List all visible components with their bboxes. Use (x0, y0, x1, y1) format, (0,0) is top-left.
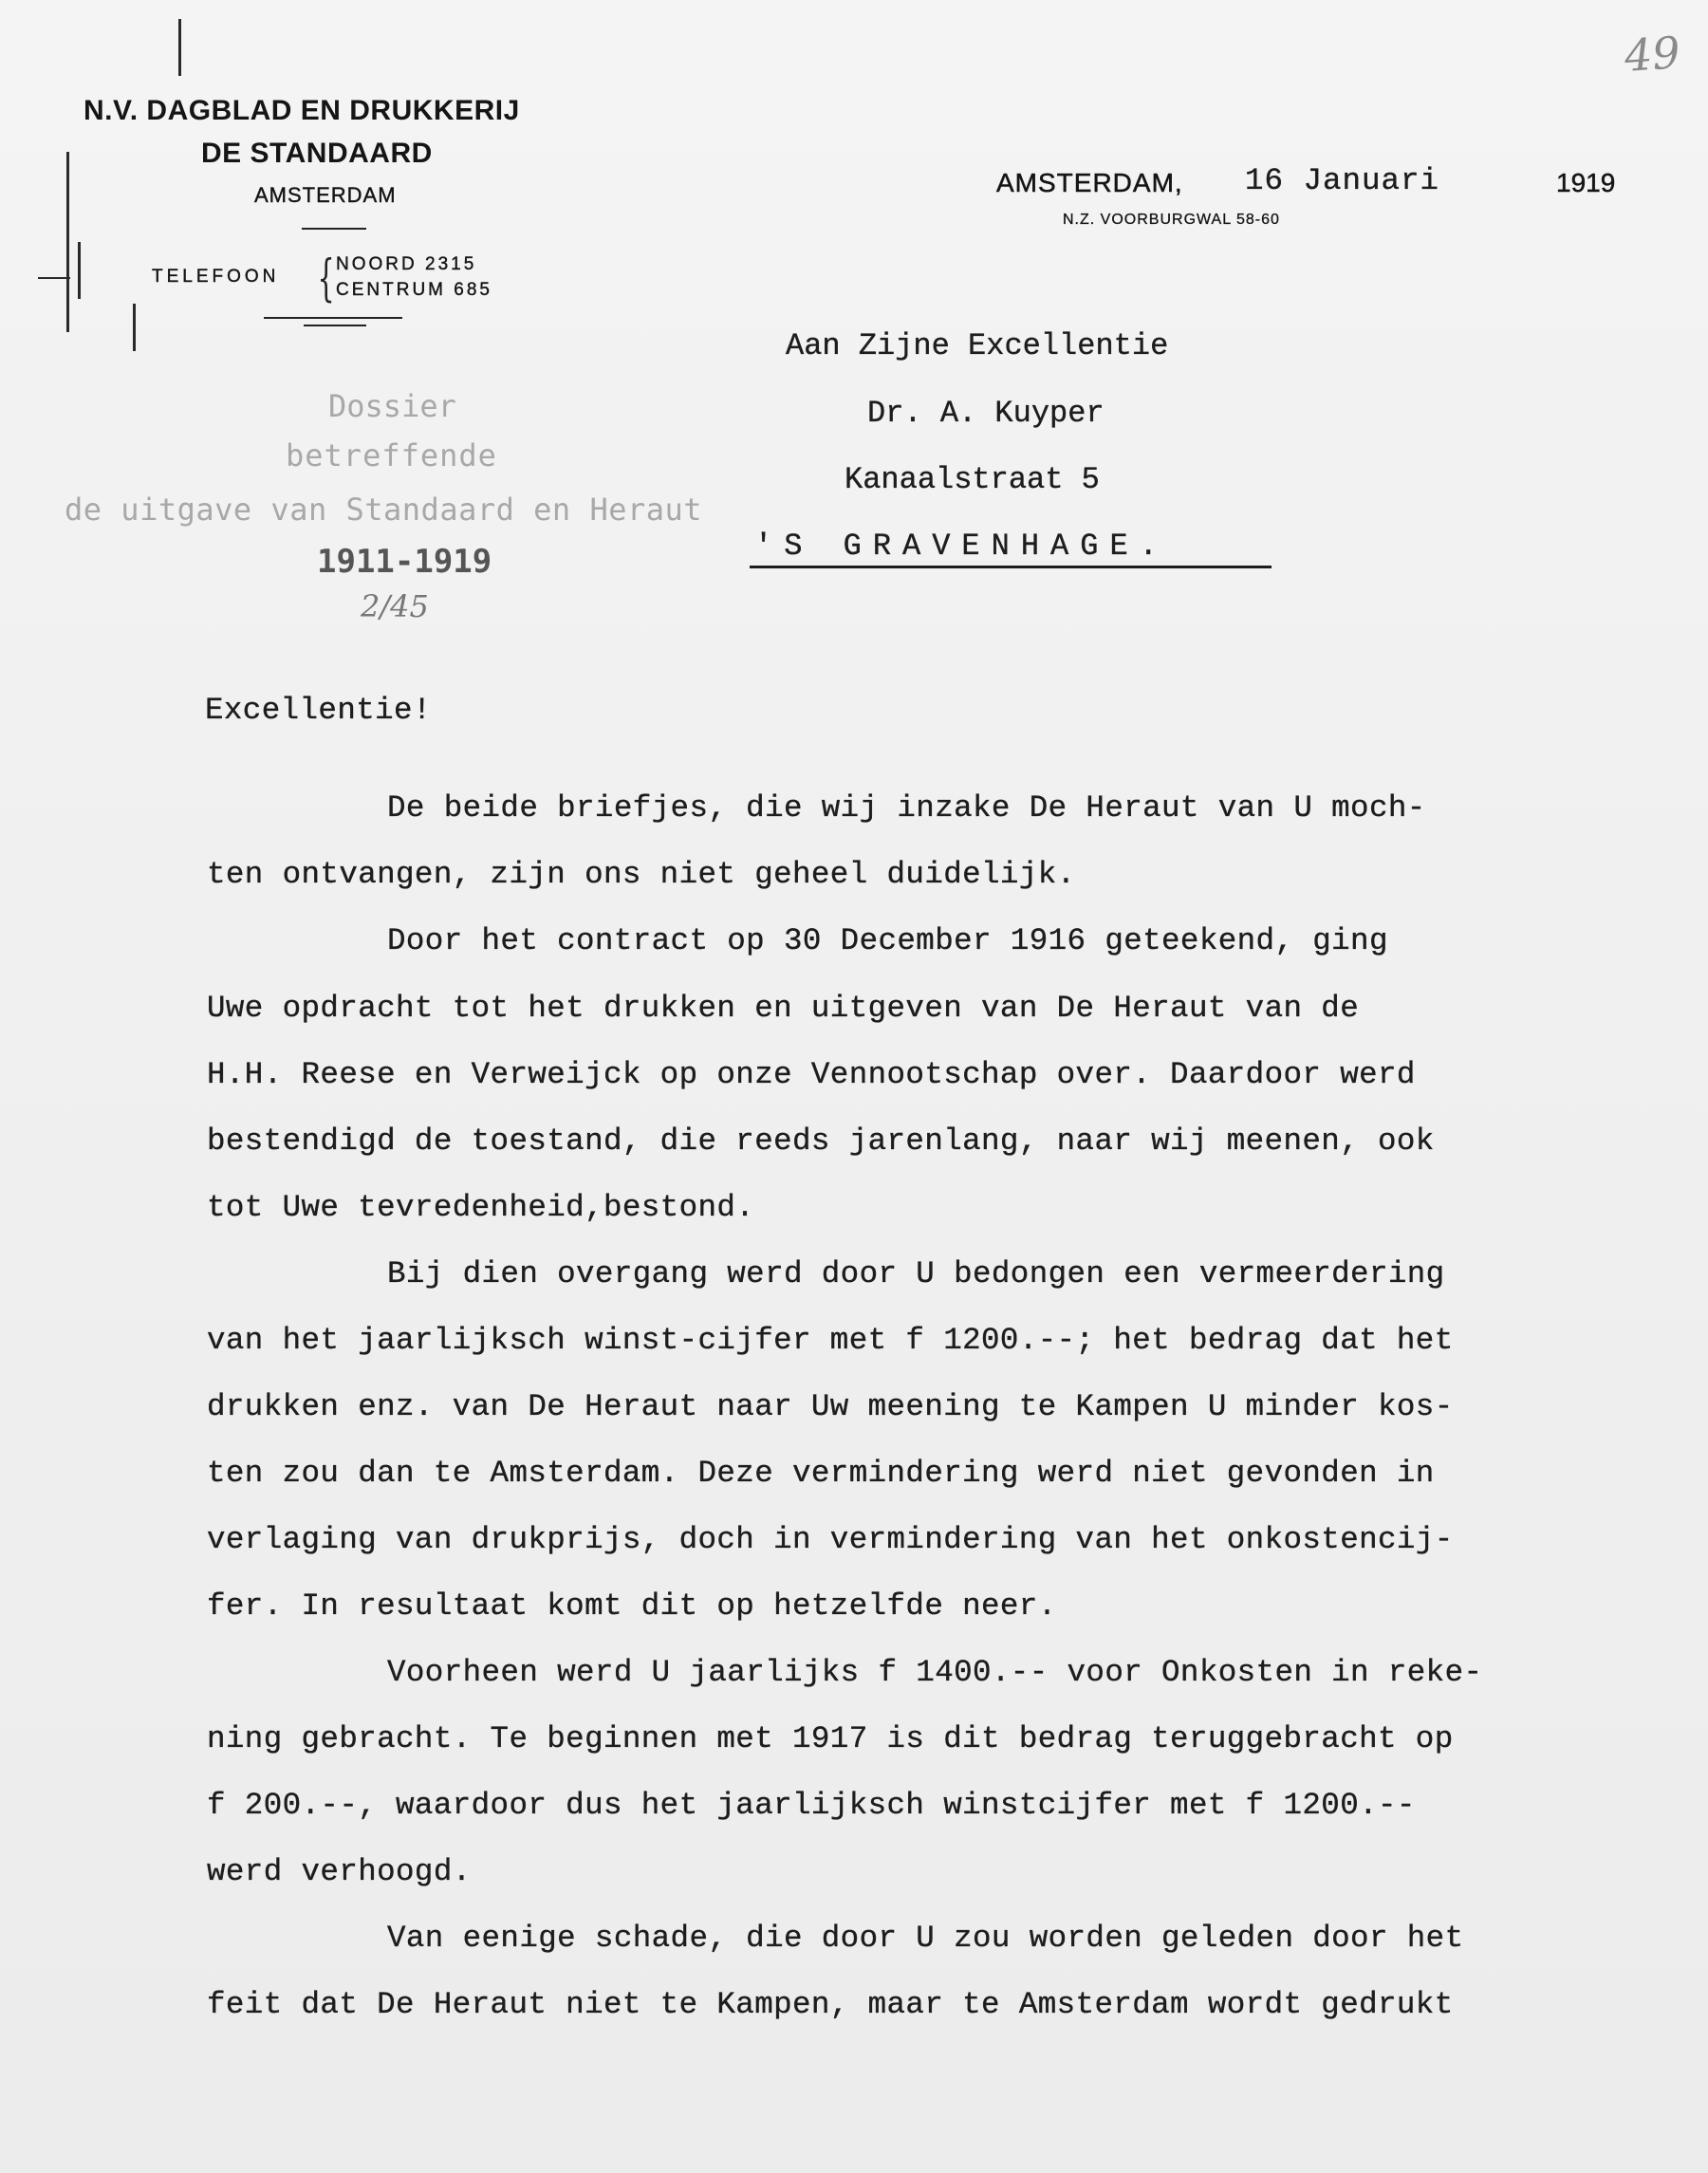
binding-mark (66, 152, 69, 332)
letterhead-divider (264, 317, 402, 319)
body-line: Uwe opdracht tot het drukken en uitgeven van De Heraut van de (207, 991, 1360, 1026)
body-line: verlaging van drukprijs, doch in vermindering van het onkostencij- (207, 1522, 1454, 1557)
body-line: Van eenige schade, die door U zou worden geleden door het (387, 1921, 1464, 1956)
telefoon-label: TELEFOON (152, 267, 280, 287)
body-line: De beide briefjes, die wij inzake De Heraut van U moch- (387, 790, 1426, 826)
body-line: ten zou dan te Amsterdam. Deze vermindering werd niet gevonden in (207, 1456, 1435, 1491)
recipient-line: Dr. A. Kuyper (867, 396, 1105, 431)
binding-mark (38, 277, 70, 279)
recipient-line: Kanaalstraat 5 (845, 462, 1100, 497)
letter-year: 1919 (1556, 168, 1616, 197)
stamp-handwritten-number: 2/45 (361, 588, 429, 624)
stamp-line: betreffende (286, 437, 497, 474)
binding-mark (78, 242, 81, 299)
salutation: Excellentie! (205, 693, 432, 728)
stamp-line: Dossier (328, 388, 456, 424)
brace-icon: { (317, 251, 335, 307)
letterhead-divider (304, 325, 366, 326)
binding-mark (178, 19, 181, 76)
body-line: ning gebracht. Te beginnen met 1917 is dit bedrag teruggebracht op (207, 1721, 1454, 1756)
stamp-years: 1911-1919 (317, 543, 492, 581)
binding-mark (133, 304, 136, 351)
body-line: Door het contract op 30 December 1916 geteekend, ging (387, 923, 1388, 958)
company-name: N.V. DAGBLAD EN DRUKKERIJ (84, 95, 520, 126)
body-line: f 200.--, waardoor dus het jaarlijksch winstcijfer met f 1200.-- (207, 1788, 1416, 1823)
letterhead-divider (302, 228, 366, 230)
company-name-2: DE STANDAARD (201, 138, 433, 169)
body-line: fer. In resultaat komt dit op hetzelfde neer. (207, 1588, 1057, 1624)
letterhead-place: AMSTERDAM, (996, 168, 1183, 197)
recipient-underline (750, 566, 1272, 568)
body-line: ten ontvangen, zijn ons niet geheel duidelijk. (207, 857, 1076, 892)
page-number: 49 (1623, 27, 1682, 82)
body-line: van het jaarlijksch winst-cijfer met f 1200.--; het bedrag dat het (207, 1323, 1454, 1358)
body-line: Bij dien overgang werd door U bedongen een vermeerdering (387, 1256, 1445, 1291)
body-line: feit dat De Heraut niet te Kampen, maar te Amsterdam wordt gedrukt (207, 1987, 1454, 2022)
body-line: drukken enz. van De Heraut naar Uw meening te Kampen U minder kos- (207, 1389, 1454, 1424)
telefoon-number: CENTRUM 685 (336, 280, 492, 300)
recipient-city: 'S GRAVENHAGE. (754, 529, 1169, 564)
recipient-line: Aan Zijne Excellentie (786, 328, 1169, 363)
body-line: Voorheen werd U jaarlijks f 1400.-- voor Onkosten in reke- (387, 1655, 1483, 1690)
body-line: bestendigd de toestand, die reeds jarenlang, naar wij meenen, ook (207, 1124, 1435, 1159)
stamp-line: de uitgave van Standaard en Heraut (65, 492, 703, 528)
letter-date: 16 Januari (1245, 163, 1440, 198)
letterhead-address: N.Z. VOORBURGWAL 58-60 (1063, 212, 1280, 228)
body-line: tot Uwe tevredenheid,bestond. (207, 1190, 755, 1225)
letterhead-city: AMSTERDAM (254, 183, 397, 207)
body-line: werd verhoogd. (207, 1854, 472, 1889)
telefoon-number: NOORD 2315 (336, 254, 477, 274)
body-line: H.H. Reese en Verweijck op onze Vennootschap over. Daardoor werd (207, 1057, 1416, 1092)
